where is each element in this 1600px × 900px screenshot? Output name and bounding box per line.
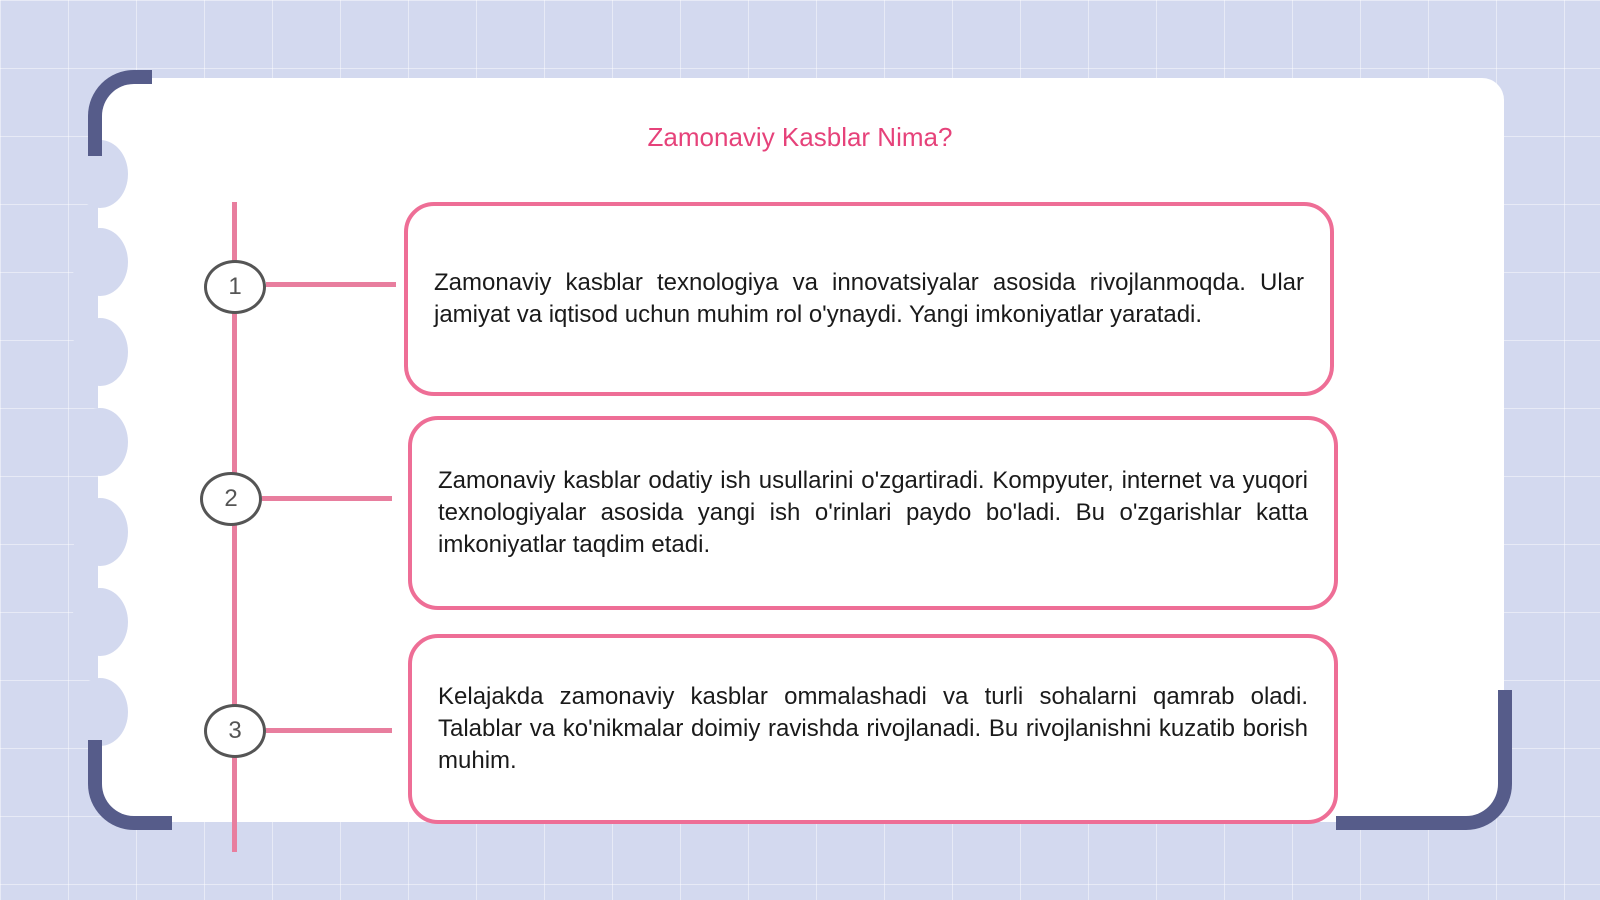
info-box-2 (408, 416, 1338, 610)
corner-bracket-bottom-left (88, 740, 172, 830)
info-text-1: Zamonaviy kasblar texnologiya va innovatsiyalar asosida rivojlanmoqda. Ular jamiyat va iqtisod uchun muhim rol o'ynaydi. Yangi imkoniyatlar yaratadi. (434, 269, 1304, 328)
timeline-connector (262, 496, 392, 501)
info-box-3 (408, 634, 1338, 824)
paper-notch (72, 228, 128, 296)
slide-title: Zamonaviy Kasblar Nima? (647, 122, 953, 152)
paper-notch (72, 498, 128, 566)
paper-notch (72, 318, 128, 386)
timeline-connector (266, 282, 396, 287)
paper-notch (72, 678, 128, 746)
timeline-node-1: 1 (204, 260, 266, 314)
corner-bracket-bottom-right (1336, 690, 1512, 830)
timeline-connector (266, 728, 392, 733)
info-text-3: Kelajakda zamonaviy kasblar ommalashadi va turli sohalarni qamrab oladi. Talablar va ko'nikmalar doimiy ravishda rivojlanadi. Bu rivojlanishni kuzatib borish muhim. (438, 683, 1308, 774)
paper-notch (72, 588, 128, 656)
paper-notch (72, 408, 128, 476)
info-text-2: Zamonaviy kasblar odatiy ish usullarini o'zgartiradi. Kompyuter, internet va yuqori texnologiyalar asosida yangi ish o'rinlari paydo bo'ladi. Bu o'zgarishlar katta imkoniyatlar taqdim etadi. (438, 467, 1308, 558)
info-box-1 (404, 202, 1334, 396)
timeline-node-2: 2 (200, 472, 262, 526)
timeline-node-3: 3 (204, 704, 266, 758)
